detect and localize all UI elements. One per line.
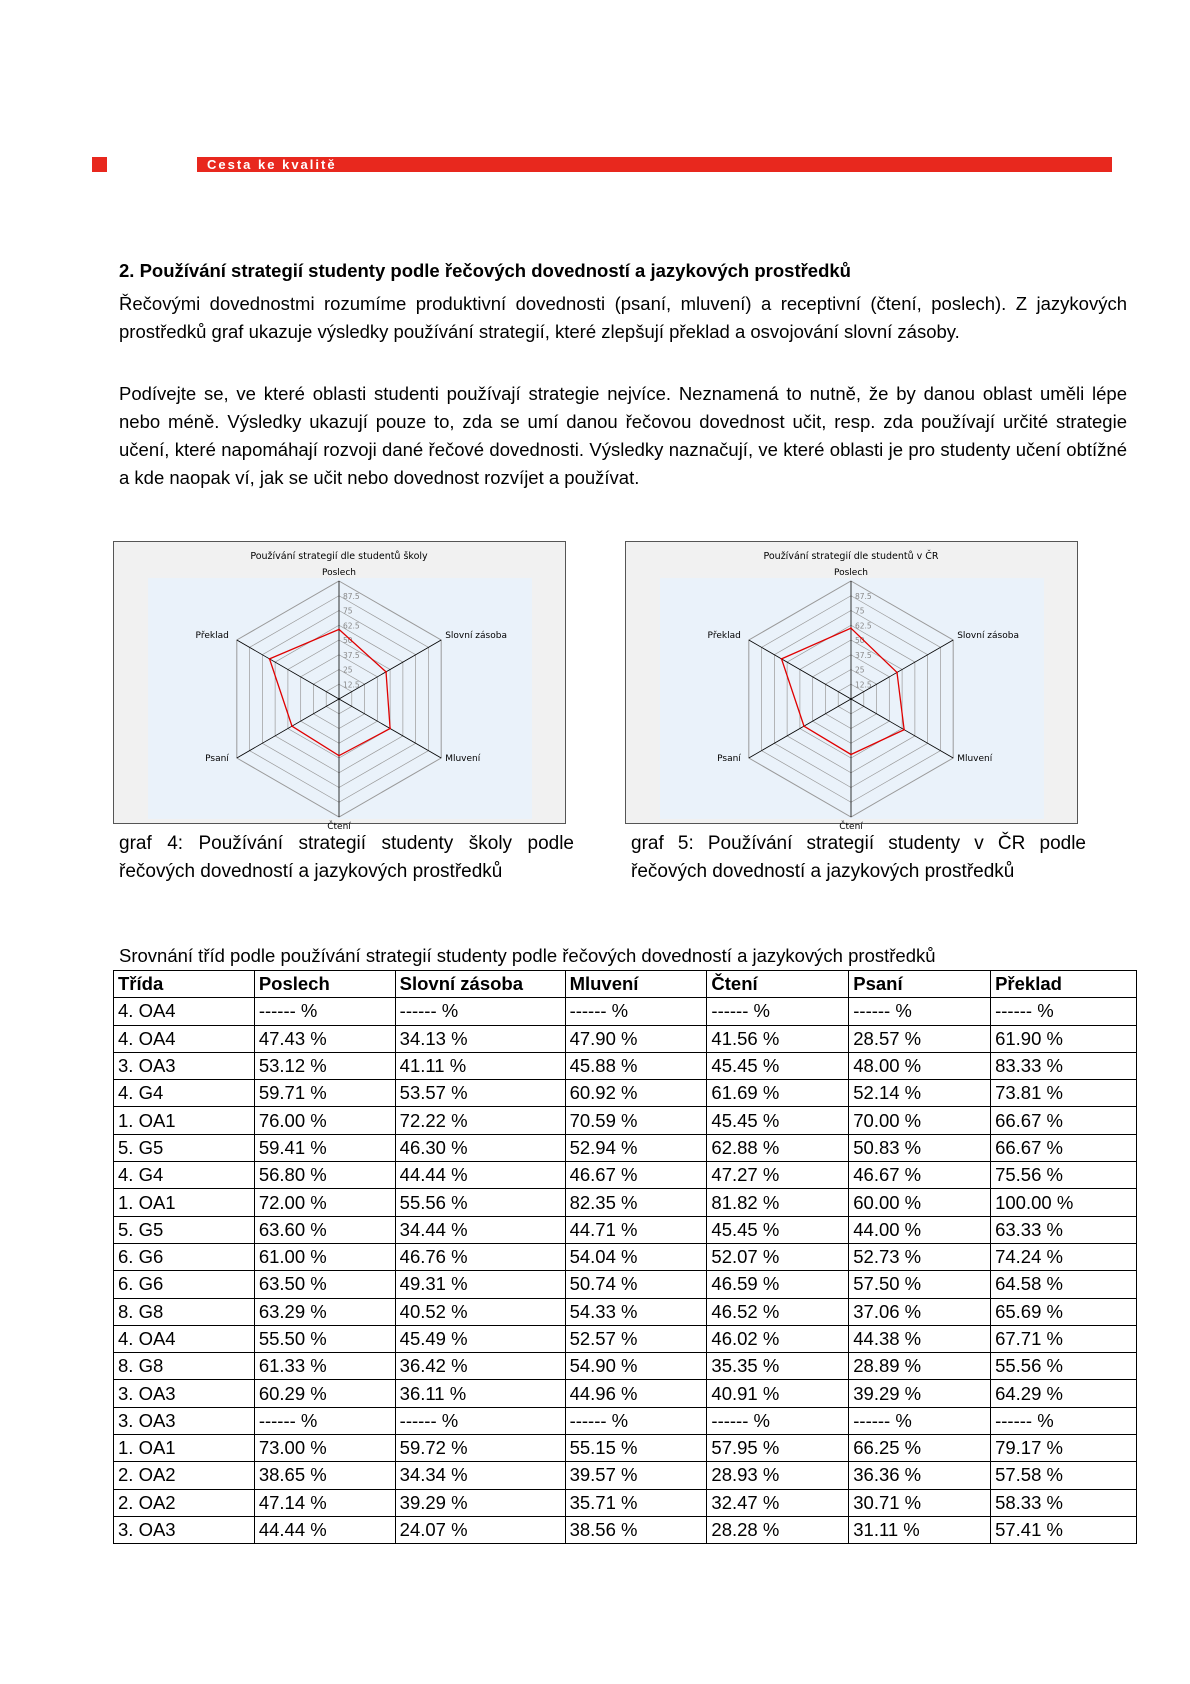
tick-label: 37.5 bbox=[343, 650, 360, 660]
value-cell: ------ % bbox=[991, 1407, 1137, 1434]
value-cell: 50.83 % bbox=[849, 1134, 991, 1161]
value-cell: 81.82 % bbox=[707, 1189, 849, 1216]
table-row bbox=[114, 1435, 1137, 1462]
header-label: Cesta ke kvalitě bbox=[207, 157, 337, 172]
header-cteni: Čtení bbox=[707, 971, 849, 998]
class-cell: 5. G5 bbox=[114, 1216, 255, 1243]
table-row bbox=[114, 1353, 1137, 1380]
value-cell: 73.81 % bbox=[991, 1080, 1137, 1107]
table-row bbox=[114, 1162, 1137, 1189]
data-point bbox=[903, 729, 905, 731]
value-cell: 34.13 % bbox=[395, 1025, 565, 1052]
value-cell: 45.88 % bbox=[565, 1052, 707, 1079]
value-cell: 59.71 % bbox=[254, 1080, 395, 1107]
class-cell: 6. G6 bbox=[114, 1271, 255, 1298]
table-row bbox=[114, 1462, 1137, 1489]
value-cell: 40.52 % bbox=[395, 1298, 565, 1325]
tick-label: 37.5 bbox=[855, 650, 872, 660]
value-cell: 70.59 % bbox=[565, 1107, 707, 1134]
value-cell: 56.80 % bbox=[254, 1162, 395, 1189]
class-cell: 4. OA4 bbox=[114, 1325, 255, 1352]
value-cell: 75.56 % bbox=[991, 1162, 1137, 1189]
value-cell: 53.57 % bbox=[395, 1080, 565, 1107]
value-cell: 61.69 % bbox=[707, 1080, 849, 1107]
value-cell: 46.76 % bbox=[395, 1243, 565, 1270]
table-row bbox=[114, 998, 1137, 1025]
header-preklad: Překlad bbox=[991, 971, 1137, 998]
value-cell: 57.58 % bbox=[991, 1462, 1137, 1489]
value-cell: 72.00 % bbox=[254, 1189, 395, 1216]
tick-label: 25 bbox=[855, 665, 865, 675]
value-cell: 39.57 % bbox=[565, 1462, 707, 1489]
value-cell: 28.57 % bbox=[849, 1025, 991, 1052]
value-cell: ------ % bbox=[395, 998, 565, 1025]
value-cell: ------ % bbox=[849, 1407, 991, 1434]
value-cell: 46.02 % bbox=[707, 1325, 849, 1352]
paragraph-1: Řečovými dovednostmi rozumíme produktivní dovednosti (psaní, mluvení) a receptivní (čtení, poslech). Z jazykových prostředků graf ukazuje výsledky používání strategií, které zlepšují překlad a osvojování slovní zásoby. bbox=[119, 293, 1127, 342]
tick-label: 62.5 bbox=[855, 621, 872, 631]
class-cell: 5. G5 bbox=[114, 1134, 255, 1161]
value-cell: 47.27 % bbox=[707, 1162, 849, 1189]
value-cell: 41.11 % bbox=[395, 1052, 565, 1079]
table-row bbox=[114, 1243, 1137, 1270]
caption-graf-4: graf 4: Používání strategií studenty školy podle řečových dovedností a jazykových prostředků bbox=[119, 833, 574, 882]
value-cell: ------ % bbox=[254, 1407, 395, 1434]
value-cell: 48.00 % bbox=[849, 1052, 991, 1079]
value-cell: 44.38 % bbox=[849, 1325, 991, 1352]
value-cell: 63.50 % bbox=[254, 1271, 395, 1298]
header-trida: Třída bbox=[114, 971, 255, 998]
value-cell: 45.49 % bbox=[395, 1325, 565, 1352]
axis-label: Psaní bbox=[205, 754, 229, 764]
value-cell: 52.57 % bbox=[565, 1325, 707, 1352]
axis-label: Překlad bbox=[707, 631, 741, 641]
class-cell: 4. G4 bbox=[114, 1080, 255, 1107]
class-cell: 8. G8 bbox=[114, 1298, 255, 1325]
table-header-row bbox=[114, 971, 1137, 998]
comparison-table bbox=[113, 970, 1137, 1544]
data-point bbox=[896, 672, 898, 674]
value-cell: 61.00 % bbox=[254, 1243, 395, 1270]
table-row bbox=[114, 1271, 1137, 1298]
value-cell: 54.90 % bbox=[565, 1353, 707, 1380]
class-cell: 3. OA3 bbox=[114, 1407, 255, 1434]
value-cell: 72.22 % bbox=[395, 1107, 565, 1134]
value-cell: 63.60 % bbox=[254, 1216, 395, 1243]
value-cell: 36.36 % bbox=[849, 1462, 991, 1489]
header-square-mark bbox=[92, 157, 107, 172]
value-cell: ------ % bbox=[565, 1407, 707, 1434]
value-cell: 36.42 % bbox=[395, 1353, 565, 1380]
axis-label: Překlad bbox=[195, 631, 229, 641]
axis-label: Poslech bbox=[834, 568, 868, 578]
class-cell: 8. G8 bbox=[114, 1353, 255, 1380]
table-title: Srovnání tříd podle používání strategií studenty podle řečových dovedností a jazykových prostředků bbox=[119, 945, 936, 966]
data-point bbox=[338, 755, 340, 757]
value-cell: 28.89 % bbox=[849, 1353, 991, 1380]
value-cell: 46.59 % bbox=[707, 1271, 849, 1298]
value-cell: 41.56 % bbox=[707, 1025, 849, 1052]
value-cell: 30.71 % bbox=[849, 1489, 991, 1516]
value-cell: 32.47 % bbox=[707, 1489, 849, 1516]
data-point bbox=[389, 728, 391, 730]
value-cell: 63.33 % bbox=[991, 1216, 1137, 1243]
tick-label: 87.5 bbox=[343, 591, 360, 601]
value-cell: 44.00 % bbox=[849, 1216, 991, 1243]
value-cell: 31.11 % bbox=[849, 1516, 991, 1543]
value-cell: 55.56 % bbox=[991, 1353, 1137, 1380]
table-row bbox=[114, 1134, 1137, 1161]
value-cell: 59.41 % bbox=[254, 1134, 395, 1161]
class-cell: 1. OA1 bbox=[114, 1435, 255, 1462]
value-cell: 57.50 % bbox=[849, 1271, 991, 1298]
axis-label: Mluvení bbox=[445, 754, 481, 764]
radar-chart-svg bbox=[626, 542, 1077, 832]
class-cell: 3. OA3 bbox=[114, 1380, 255, 1407]
value-cell: 61.90 % bbox=[991, 1025, 1137, 1052]
tick-label: 25 bbox=[343, 665, 353, 675]
value-cell: 47.14 % bbox=[254, 1489, 395, 1516]
table-row bbox=[114, 1407, 1137, 1434]
value-cell: 63.29 % bbox=[254, 1298, 395, 1325]
data-point bbox=[850, 627, 852, 629]
axis-label: Psaní bbox=[717, 754, 741, 764]
value-cell: 38.65 % bbox=[254, 1462, 395, 1489]
value-cell: 100.00 % bbox=[991, 1189, 1137, 1216]
value-cell: 37.06 % bbox=[849, 1298, 991, 1325]
tick-label: 12.5 bbox=[343, 680, 360, 690]
tick-label: 87.5 bbox=[855, 591, 872, 601]
value-cell: 67.71 % bbox=[991, 1325, 1137, 1352]
value-cell: 60.29 % bbox=[254, 1380, 395, 1407]
chart-title: Používání strategií dle studentů školy bbox=[250, 551, 428, 562]
value-cell: ------ % bbox=[395, 1407, 565, 1434]
axis-label: Poslech bbox=[322, 568, 356, 578]
tick-label: 50 bbox=[343, 636, 353, 645]
table-row bbox=[114, 1025, 1137, 1052]
value-cell: 79.17 % bbox=[991, 1435, 1137, 1462]
value-cell: 46.67 % bbox=[565, 1162, 707, 1189]
class-cell: 4. OA4 bbox=[114, 998, 255, 1025]
table-row bbox=[114, 1080, 1137, 1107]
value-cell: 76.00 % bbox=[254, 1107, 395, 1134]
paragraph-2: Podívejte se, ve které oblasti studenti používají strategie nejvíce. Neznamená to nutně, že by danou oblast uměli lépe nebo méně. Výsledky ukazují pouze to, zda se umí danou řečovou dovednost učit, resp. zda používají určité strategie učení, které napomáhají rozvoji dané řečové dovednosti. Výsledky naznačují, ve které oblasti je pro studenty učení obtížné a kde naopak ví, jak se učit nebo dovednost rozvíjet a používat. bbox=[119, 383, 1127, 488]
value-cell: 50.74 % bbox=[565, 1271, 707, 1298]
table-row bbox=[114, 1380, 1137, 1407]
value-cell: 52.94 % bbox=[565, 1134, 707, 1161]
value-cell: 53.12 % bbox=[254, 1052, 395, 1079]
section-title: 2. Používání strategií studenty podle řečových dovedností a jazykových prostředků bbox=[119, 260, 851, 281]
value-cell: 49.31 % bbox=[395, 1271, 565, 1298]
value-cell: ------ % bbox=[707, 998, 849, 1025]
data-point bbox=[850, 754, 852, 756]
value-cell: ------ % bbox=[565, 998, 707, 1025]
value-cell: 44.96 % bbox=[565, 1380, 707, 1407]
value-cell: 74.24 % bbox=[991, 1243, 1137, 1270]
tick-label: 75 bbox=[855, 606, 865, 616]
value-cell: 55.50 % bbox=[254, 1325, 395, 1352]
caption-graf-5: graf 5: Používání strategií studenty v ČR podle řečových dovedností a jazykových prostředků bbox=[631, 833, 1086, 882]
value-cell: 65.69 % bbox=[991, 1298, 1137, 1325]
class-cell: 1. OA1 bbox=[114, 1189, 255, 1216]
value-cell: 54.04 % bbox=[565, 1243, 707, 1270]
axis-label: Slovní zásoba bbox=[957, 631, 1019, 641]
value-cell: 40.91 % bbox=[707, 1380, 849, 1407]
data-point bbox=[291, 725, 293, 727]
table-row bbox=[114, 1052, 1137, 1079]
table-row bbox=[114, 1298, 1137, 1325]
class-cell: 4. G4 bbox=[114, 1162, 255, 1189]
table-row bbox=[114, 1107, 1137, 1134]
value-cell: 35.71 % bbox=[565, 1489, 707, 1516]
value-cell: 39.29 % bbox=[395, 1489, 565, 1516]
radar-chart-svg bbox=[114, 542, 565, 832]
radar-chart-school bbox=[113, 541, 566, 832]
value-cell: 24.07 % bbox=[395, 1516, 565, 1543]
class-cell: 3. OA3 bbox=[114, 1516, 255, 1543]
value-cell: 70.00 % bbox=[849, 1107, 991, 1134]
value-cell: 52.07 % bbox=[707, 1243, 849, 1270]
tick-label: 50 bbox=[855, 636, 865, 645]
header-poslech: Poslech bbox=[254, 971, 395, 998]
tick-label: 75 bbox=[343, 606, 353, 616]
value-cell: 45.45 % bbox=[707, 1107, 849, 1134]
value-cell: 36.11 % bbox=[395, 1380, 565, 1407]
value-cell: 60.00 % bbox=[849, 1189, 991, 1216]
data-point bbox=[803, 725, 805, 727]
value-cell: 52.73 % bbox=[849, 1243, 991, 1270]
value-cell: ------ % bbox=[254, 998, 395, 1025]
header-mluveni: Mluvení bbox=[565, 971, 707, 998]
header-slovni-zasoba: Slovní zásoba bbox=[395, 971, 565, 998]
value-cell: 54.33 % bbox=[565, 1298, 707, 1325]
value-cell: 39.29 % bbox=[849, 1380, 991, 1407]
value-cell: 60.92 % bbox=[565, 1080, 707, 1107]
data-point bbox=[385, 671, 387, 673]
class-cell: 6. G6 bbox=[114, 1243, 255, 1270]
value-cell: 66.25 % bbox=[849, 1435, 991, 1462]
value-cell: 62.88 % bbox=[707, 1134, 849, 1161]
class-cell: 3. OA3 bbox=[114, 1052, 255, 1079]
value-cell: 45.45 % bbox=[707, 1052, 849, 1079]
value-cell: 82.35 % bbox=[565, 1189, 707, 1216]
value-cell: 66.67 % bbox=[991, 1107, 1137, 1134]
value-cell: 64.29 % bbox=[991, 1380, 1137, 1407]
value-cell: 46.67 % bbox=[849, 1162, 991, 1189]
data-point bbox=[269, 658, 271, 660]
value-cell: 28.28 % bbox=[707, 1516, 849, 1543]
value-cell: 44.44 % bbox=[395, 1162, 565, 1189]
value-cell: 34.34 % bbox=[395, 1462, 565, 1489]
radar-chart-cr bbox=[625, 541, 1078, 832]
value-cell: 59.72 % bbox=[395, 1435, 565, 1462]
class-cell: 2. OA2 bbox=[114, 1489, 255, 1516]
value-cell: 58.33 % bbox=[991, 1489, 1137, 1516]
header-psani: Psaní bbox=[849, 971, 991, 998]
axis-label: Čtení bbox=[839, 822, 863, 832]
axis-label: Mluvení bbox=[957, 754, 993, 764]
value-cell: 73.00 % bbox=[254, 1435, 395, 1462]
axis-label: Slovní zásoba bbox=[445, 631, 507, 641]
value-cell: 46.30 % bbox=[395, 1134, 565, 1161]
axis-label: Čtení bbox=[327, 822, 351, 832]
value-cell: 28.93 % bbox=[707, 1462, 849, 1489]
value-cell: 44.71 % bbox=[565, 1216, 707, 1243]
value-cell: 55.56 % bbox=[395, 1189, 565, 1216]
table-row bbox=[114, 1489, 1137, 1516]
value-cell: 44.44 % bbox=[254, 1516, 395, 1543]
value-cell: ------ % bbox=[707, 1407, 849, 1434]
value-cell: 57.41 % bbox=[991, 1516, 1137, 1543]
value-cell: 47.90 % bbox=[565, 1025, 707, 1052]
value-cell: 46.52 % bbox=[707, 1298, 849, 1325]
value-cell: 52.14 % bbox=[849, 1080, 991, 1107]
table-row bbox=[114, 1189, 1137, 1216]
value-cell: 61.33 % bbox=[254, 1353, 395, 1380]
table-row bbox=[114, 1325, 1137, 1352]
value-cell: 34.44 % bbox=[395, 1216, 565, 1243]
value-cell: 83.33 % bbox=[991, 1052, 1137, 1079]
value-cell: 38.56 % bbox=[565, 1516, 707, 1543]
chart-title: Používání strategií dle studentů v ČR bbox=[763, 551, 939, 562]
class-cell: 1. OA1 bbox=[114, 1107, 255, 1134]
class-cell: 4. OA4 bbox=[114, 1025, 255, 1052]
value-cell: 66.67 % bbox=[991, 1134, 1137, 1161]
value-cell: ------ % bbox=[991, 998, 1137, 1025]
value-cell: ------ % bbox=[849, 998, 991, 1025]
value-cell: 55.15 % bbox=[565, 1435, 707, 1462]
table-row bbox=[114, 1516, 1137, 1543]
data-point bbox=[781, 658, 783, 660]
table-row bbox=[114, 1216, 1137, 1243]
value-cell: 45.45 % bbox=[707, 1216, 849, 1243]
class-cell: 2. OA2 bbox=[114, 1462, 255, 1489]
tick-label: 62.5 bbox=[343, 621, 360, 631]
tick-label: 12.5 bbox=[855, 680, 872, 690]
data-point bbox=[338, 628, 340, 630]
value-cell: 57.95 % bbox=[707, 1435, 849, 1462]
value-cell: 64.58 % bbox=[991, 1271, 1137, 1298]
value-cell: 35.35 % bbox=[707, 1353, 849, 1380]
value-cell: 47.43 % bbox=[254, 1025, 395, 1052]
